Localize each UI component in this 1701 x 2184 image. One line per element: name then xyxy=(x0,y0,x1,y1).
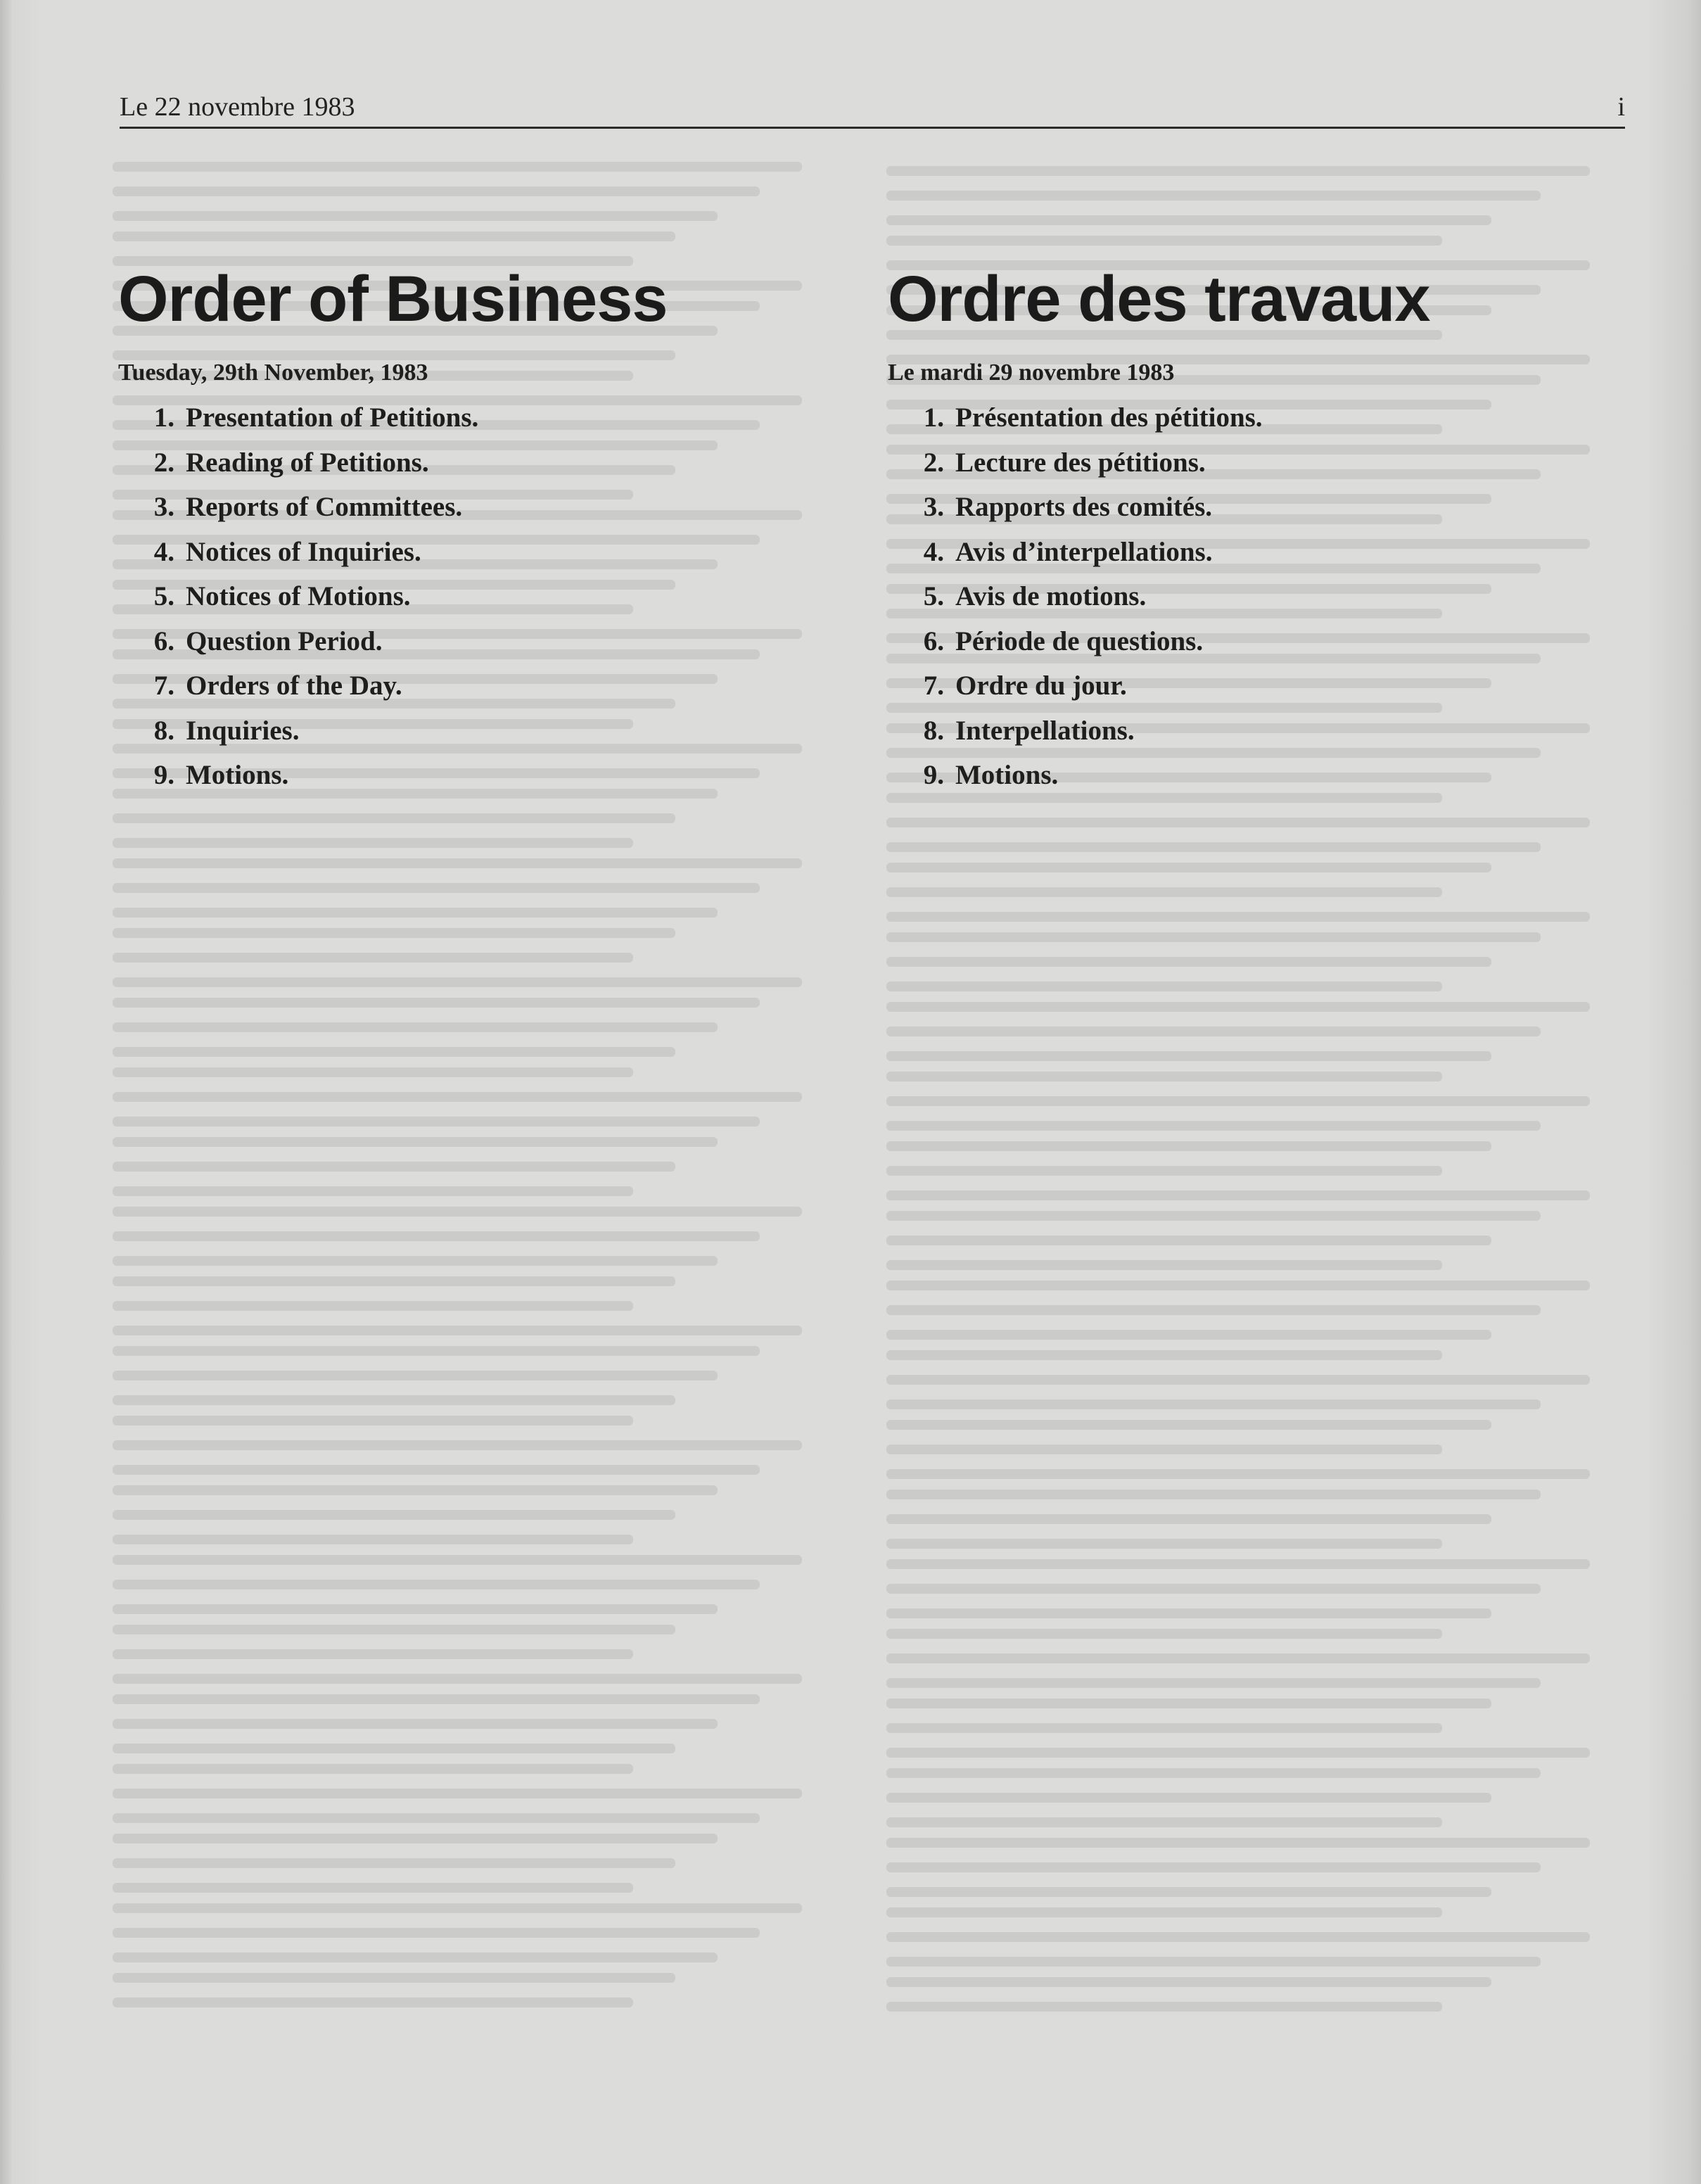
bleed-line xyxy=(886,1211,1541,1221)
item-number: 8. xyxy=(923,715,944,746)
item-number: 6. xyxy=(923,626,944,656)
bleed-line xyxy=(886,1281,1590,1290)
bleed-line xyxy=(886,912,1590,922)
bleed-line xyxy=(113,1744,675,1753)
bleed-line xyxy=(113,998,760,1008)
list-item xyxy=(135,664,864,709)
item-number: 6. xyxy=(153,626,174,656)
bleed-line xyxy=(113,1231,760,1241)
bleed-line xyxy=(113,977,802,987)
bleed-line xyxy=(113,1301,633,1311)
bleed-line xyxy=(113,1186,633,1196)
bleed-line xyxy=(113,1858,675,1868)
bleed-line xyxy=(113,813,675,823)
item-label: Motions. xyxy=(955,760,1059,790)
bleed-line xyxy=(113,1998,633,2007)
list-item xyxy=(135,440,864,485)
bleed-line xyxy=(886,1490,1541,1499)
bleed-line xyxy=(886,1027,1541,1036)
bleed-line xyxy=(886,1977,1491,1987)
bleed-line xyxy=(113,1555,802,1565)
bleed-line xyxy=(886,1584,1541,1594)
item-number: 2. xyxy=(923,447,944,478)
item-label: Interpellations. xyxy=(955,715,1135,746)
item-number: 1. xyxy=(923,402,944,433)
bleed-line xyxy=(886,1539,1442,1549)
bleed-line xyxy=(113,1719,718,1729)
bleed-line xyxy=(113,1674,802,1684)
item-number: 4. xyxy=(153,536,174,567)
list-item xyxy=(905,395,1633,440)
bleed-line xyxy=(886,1166,1442,1176)
item-label: Avis de motions. xyxy=(955,581,1147,611)
bleed-line xyxy=(886,166,1590,176)
bleed-line xyxy=(886,1768,1541,1778)
bleed-line xyxy=(886,236,1442,246)
bleed-line xyxy=(113,1813,760,1823)
item-number: 7. xyxy=(923,671,944,701)
list-item xyxy=(135,709,864,754)
list-item xyxy=(135,619,864,664)
bleed-line xyxy=(886,1350,1442,1360)
bleed-line xyxy=(113,1883,633,1893)
item-number: 1. xyxy=(153,402,174,433)
bleed-line xyxy=(886,1699,1491,1708)
item-number: 9. xyxy=(153,760,174,790)
item-label: Reports of Committees. xyxy=(186,492,463,522)
item-number: 3. xyxy=(153,492,174,522)
item-label: Avis d’interpellations. xyxy=(955,536,1213,567)
bleed-line xyxy=(113,1276,675,1286)
english-title: Order of Business xyxy=(118,263,668,335)
bleed-line xyxy=(886,1793,1491,1803)
bleed-line xyxy=(886,1653,1590,1663)
english-order-list xyxy=(118,395,864,798)
bleed-line xyxy=(113,1416,633,1426)
bleed-line xyxy=(886,1723,1442,1733)
bleed-line xyxy=(113,1485,718,1495)
bleed-line xyxy=(886,1907,1442,1917)
bleed-line xyxy=(886,1260,1442,1270)
list-item xyxy=(905,530,1633,575)
bleed-line xyxy=(113,1465,760,1475)
item-number: 8. xyxy=(153,715,174,746)
item-label: Rapports des comités. xyxy=(955,492,1213,522)
bleed-line xyxy=(113,1162,675,1172)
item-label: Question Period. xyxy=(186,626,383,656)
bleed-line xyxy=(886,1862,1541,1872)
bleed-line xyxy=(113,928,675,938)
bleed-line xyxy=(113,858,802,868)
item-label: Orders of the Day. xyxy=(186,671,402,701)
bleed-line xyxy=(886,1817,1442,1827)
french-order-list xyxy=(888,395,1633,798)
bleed-line xyxy=(886,191,1541,201)
bleed-line xyxy=(886,1141,1491,1151)
item-label: Presentation of Petitions. xyxy=(186,402,479,433)
bleed-line xyxy=(113,231,675,241)
bleed-line xyxy=(113,1649,633,1659)
bleed-line xyxy=(886,1096,1590,1106)
bleed-line xyxy=(886,1072,1442,1081)
bleed-line xyxy=(886,932,1541,942)
bleed-line xyxy=(113,1903,802,1913)
list-item xyxy=(905,619,1633,664)
bleed-line xyxy=(886,1629,1442,1639)
bleed-line xyxy=(113,1256,718,1266)
list-item xyxy=(905,753,1633,798)
bleed-line xyxy=(886,1002,1590,1012)
bleed-line xyxy=(113,186,760,196)
bleed-line xyxy=(886,1121,1541,1131)
bleed-line xyxy=(113,1137,718,1147)
bleed-line xyxy=(113,1371,718,1380)
bleed-line xyxy=(886,982,1442,991)
bleed-line xyxy=(886,1678,1541,1688)
bleed-line xyxy=(113,1346,760,1356)
bleed-line xyxy=(113,908,718,918)
bleed-line xyxy=(886,842,1541,852)
list-item xyxy=(905,574,1633,619)
bleed-line xyxy=(886,818,1590,827)
item-label: Présentation des pétitions. xyxy=(955,402,1263,433)
bleed-line xyxy=(886,1375,1590,1385)
bleed-line xyxy=(113,1117,760,1126)
bleed-line xyxy=(113,1604,718,1614)
bleed-line xyxy=(886,1399,1541,1409)
running-header xyxy=(120,84,1625,129)
bleed-line xyxy=(886,957,1491,967)
item-label: Notices of Inquiries. xyxy=(186,536,421,567)
list-item xyxy=(135,395,864,440)
list-item xyxy=(135,485,864,530)
bleed-line xyxy=(113,1047,675,1057)
bleed-line xyxy=(113,162,802,172)
bleed-line xyxy=(113,1953,718,1962)
bleed-line xyxy=(886,1932,1590,1942)
bleed-line xyxy=(113,953,633,963)
bleed-line xyxy=(886,1236,1491,1245)
item-label: Lecture des pétitions. xyxy=(955,447,1206,478)
item-label: Ordre du jour. xyxy=(955,671,1127,701)
item-label: Motions. xyxy=(186,760,289,790)
bleed-line xyxy=(886,215,1491,225)
bleed-line xyxy=(886,1469,1590,1479)
bleed-line xyxy=(113,1395,675,1405)
item-number: 2. xyxy=(153,447,174,478)
bleed-line xyxy=(113,1694,760,1704)
bleed-line xyxy=(113,883,760,893)
item-number: 5. xyxy=(923,581,944,611)
list-item xyxy=(905,485,1633,530)
bleed-line xyxy=(886,1887,1491,1897)
bleed-line xyxy=(886,1051,1491,1061)
bleed-line xyxy=(886,1445,1442,1454)
list-item xyxy=(905,664,1633,709)
bleed-line xyxy=(113,1092,802,1102)
bleed-line xyxy=(886,2002,1442,2012)
item-number: 7. xyxy=(153,671,174,701)
bleed-line xyxy=(886,1305,1541,1315)
french-column xyxy=(888,260,1633,798)
bleed-line xyxy=(113,1928,760,1938)
bleed-line xyxy=(113,1067,633,1077)
item-number: 9. xyxy=(923,760,944,790)
bleed-line xyxy=(113,1789,802,1798)
item-label: Inquiries. xyxy=(186,715,300,746)
item-number: 3. xyxy=(923,492,944,522)
list-item xyxy=(135,530,864,575)
bleed-line xyxy=(886,1608,1491,1618)
bleed-line xyxy=(113,838,633,848)
bleed-line xyxy=(113,1510,675,1520)
bleed-line xyxy=(113,1764,633,1774)
list-item xyxy=(905,440,1633,485)
french-date: Le mardi 29 novembre 1983 xyxy=(888,360,1175,386)
header-date: Le 22 novembre 1983 xyxy=(120,92,355,122)
bleed-line xyxy=(113,1440,802,1450)
bleed-line xyxy=(113,1326,802,1335)
bleed-line xyxy=(113,1207,802,1217)
bleed-line xyxy=(886,1330,1491,1340)
list-item xyxy=(135,753,864,798)
bleed-line xyxy=(886,1420,1491,1430)
bleed-line xyxy=(886,1748,1590,1758)
bleed-line xyxy=(886,863,1491,872)
english-date: Tuesday, 29th November, 1983 xyxy=(118,360,428,386)
english-column xyxy=(118,260,864,798)
bleed-line xyxy=(886,887,1442,897)
item-label: Période de questions. xyxy=(955,626,1204,656)
bleed-line xyxy=(886,1559,1590,1569)
bleed-line xyxy=(886,1957,1541,1967)
bleed-line xyxy=(113,1535,633,1544)
bleed-line xyxy=(886,1838,1590,1848)
bleed-line xyxy=(113,211,718,221)
bleed-line xyxy=(113,1580,760,1589)
item-label: Notices of Motions. xyxy=(186,581,411,611)
bleed-line xyxy=(113,1625,675,1634)
item-number: 5. xyxy=(153,581,174,611)
french-title: Ordre des travaux xyxy=(888,263,1430,335)
item-label: Reading of Petitions. xyxy=(186,447,429,478)
bleed-line xyxy=(113,1022,718,1032)
bleed-line xyxy=(113,1834,718,1843)
bleed-line xyxy=(113,1973,675,1983)
bleed-line xyxy=(886,1514,1491,1524)
page-number: i xyxy=(1617,92,1625,122)
list-item xyxy=(135,574,864,619)
bleed-line xyxy=(886,1191,1590,1200)
item-number: 4. xyxy=(923,536,944,567)
list-item xyxy=(905,709,1633,754)
